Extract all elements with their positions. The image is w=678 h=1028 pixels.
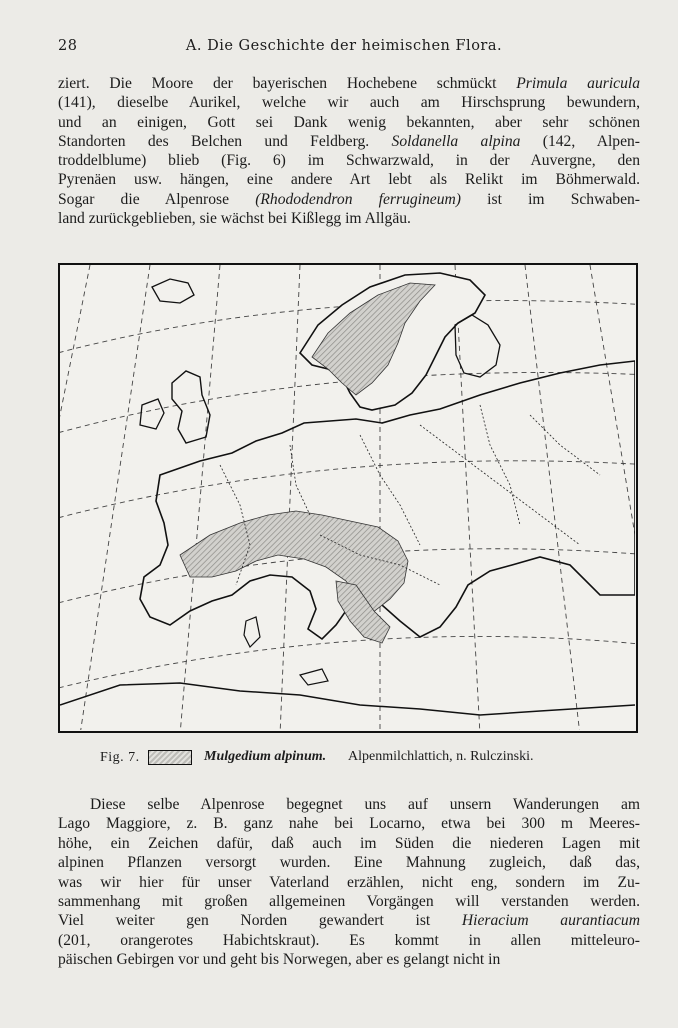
text-run: was wir hier für unser Vaterland erzählen, nicht eng, sondern im Zu-	[58, 873, 640, 891]
text-run: troddelblume) blieb (Fig. 6) im Schwarzwald, in der Auvergne, den	[58, 152, 640, 170]
text-run: Standorten des Belchen und Feldberg.	[58, 132, 392, 150]
figure-caption	[100, 748, 640, 770]
text-line	[58, 151, 640, 170]
text-run: ist im Schwaben-	[460, 190, 640, 208]
text-line	[58, 873, 640, 892]
text-line	[58, 113, 640, 132]
text-run: Viel weiter gen Norden gewandert ist	[58, 912, 462, 930]
text-line	[58, 950, 640, 969]
figure-species: Mulgedium alpinum.	[204, 749, 327, 764]
text-run: und an einigen, Gott sei Dank wenig bekannten, aber sehr schönen	[58, 113, 640, 131]
sicily-coast	[300, 669, 328, 685]
text-line	[58, 93, 640, 112]
text-line	[58, 170, 640, 189]
text-line	[58, 74, 640, 93]
paragraph-alpine-plants	[58, 74, 640, 228]
africa-coast	[60, 683, 635, 715]
italic-term: Primula auricula	[516, 75, 640, 92]
running-title: A. Die Geschichte der heimischen Flora.	[185, 38, 503, 54]
legend-swatch	[148, 750, 192, 765]
italic-term: Hieracium aurantiacum	[461, 912, 640, 930]
ireland-coast	[140, 399, 164, 429]
text-run: land zurückgeblieben, sie wächst bei Kißlegg im Allgäu.	[58, 210, 411, 228]
finland-coast	[455, 315, 500, 377]
text-run: (142, Alpen-	[520, 132, 641, 150]
text-run: höhe, ein Zeichen dafür, daß auch im Süden die niederen Lagen mit	[58, 834, 640, 852]
alps-range	[180, 511, 408, 613]
page-header	[58, 38, 630, 60]
italic-term: (Rhododendron ferrugineum)	[255, 190, 461, 208]
text-run: Diese selbe Alpenrose begegnet uns auf unsern Wanderungen am	[90, 796, 640, 813]
text-run: sammenhang mit großen allgemeinen Vorgängen will verstanden werden.	[58, 893, 640, 911]
text-run: (201, orangerotes Habichtskraut). Es kommt in allen mitteleuro-	[58, 931, 640, 949]
text-line	[58, 814, 640, 833]
text-line	[58, 209, 640, 228]
text-line	[58, 911, 640, 930]
text-line	[58, 892, 640, 911]
figure-caption-text: Alpenmilchlattich, n. Rulczinski.	[348, 749, 534, 764]
text-run: alpinen Pflanzen versorgt wurden. Eine Mahnung zugleich, daß das,	[58, 854, 640, 872]
text-line	[58, 132, 640, 151]
sardinia-coast	[244, 617, 260, 647]
text-run: Sogar die Alpenrose	[58, 190, 256, 208]
text-line	[58, 853, 640, 872]
figure-map-europe	[58, 263, 638, 733]
figure-label: Fig. 7.	[100, 750, 140, 765]
text-run: Lago Maggiore, z. B. ganz nahe bei Locarno, etwa bei 300 m Meeres-	[58, 815, 640, 833]
text-line	[58, 795, 640, 814]
text-run: päischen Gebirgen vor und geht bis Norwegen, aber es gelangt nicht in	[58, 951, 501, 969]
paragraph-alpenrose	[58, 795, 640, 970]
text-line	[58, 931, 640, 950]
text-line	[58, 834, 640, 853]
text-line	[58, 190, 640, 209]
italic-term: Soldanella alpina	[391, 132, 521, 150]
britain-coast	[172, 371, 210, 443]
text-run: (141), dieselbe Aurikel, welche wir auch am Hirschsprung bewundern,	[58, 94, 640, 112]
text-run: Pyrenäen usw. hängen, eine andere Art lebt als Relikt im Böhmerwald.	[58, 171, 640, 189]
europe-map-drawing	[60, 265, 635, 730]
page-number: 28	[58, 38, 78, 54]
iceland-coast	[152, 279, 194, 303]
text-run: ziert. Die Moore der bayerischen Hochebene schmückt	[58, 75, 517, 92]
